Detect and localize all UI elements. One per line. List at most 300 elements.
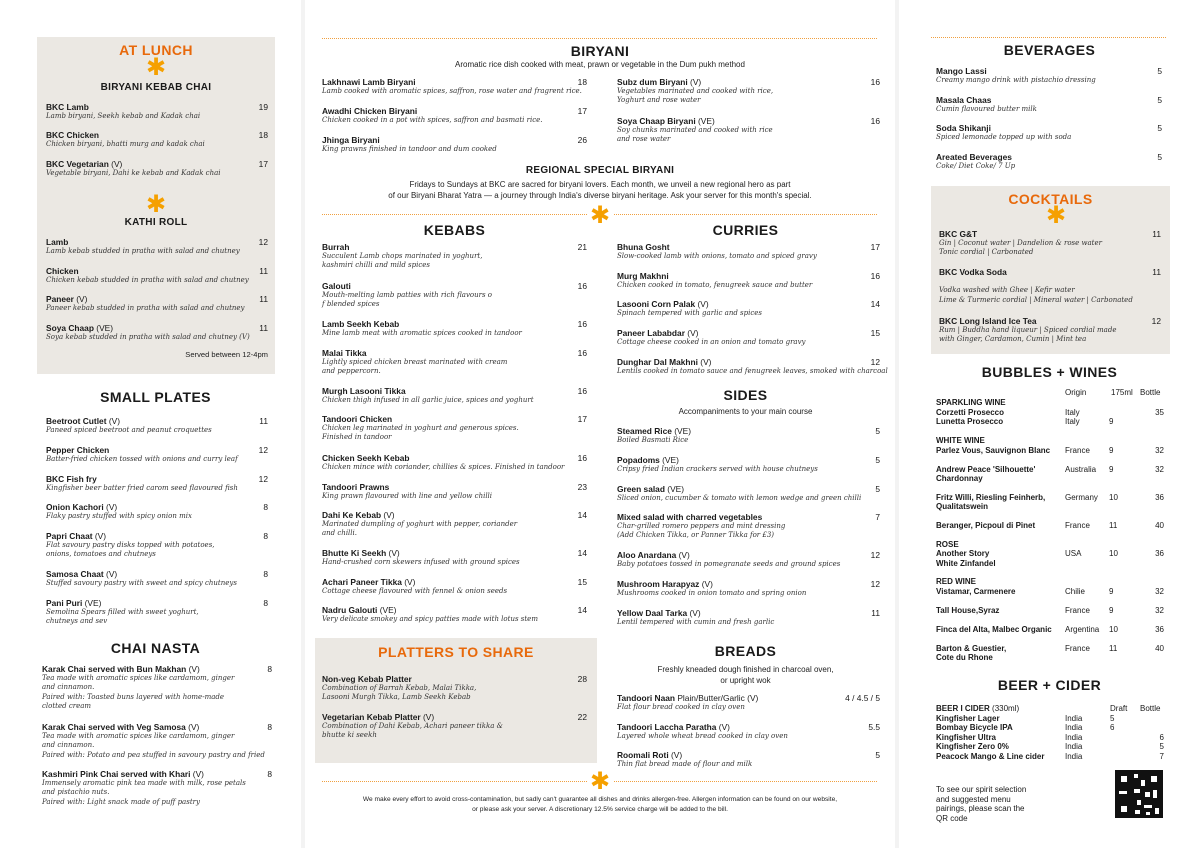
regional-text-1: Fridays to Sundays at BKC are sacred for biryani lovers. Each month, we unveil a new regional hero as part — [409, 180, 791, 189]
wine-glass-price: 9 — [1109, 417, 1114, 426]
wine-name: RED WINE — [936, 577, 976, 586]
item-price: 5 — [875, 750, 880, 760]
item-price: 4 / 4.5 / 5 — [845, 693, 880, 703]
item-diet-tag: (V) — [676, 550, 690, 560]
menu-panel-left — [0, 0, 301, 848]
item-description: Lentils cooked in tomato sauce and fenugreek leaves, smoked with charcoal — [617, 367, 888, 375]
item-name: Onion Kachori (V) — [46, 502, 118, 512]
item-description: with Ginger, Cardamon, Cumin | Mint tea — [939, 335, 1087, 344]
item-description: Soya kebab studded in pratha with salad and chutney (V) — [46, 333, 250, 341]
kathi-subtitle: KATHI ROLL — [124, 217, 188, 228]
item-description: Finished in tandoor — [322, 433, 392, 442]
item-diet-tag: (V) — [695, 299, 709, 309]
item-description: Rum | Buddha hand liqueur | Spiced cordial made — [939, 326, 1117, 334]
item-name: Non-veg Kebab Platter — [322, 674, 412, 684]
beer-name: Kingfisher Ultra — [936, 732, 997, 742]
menu-item — [617, 484, 880, 503]
item-price: 8 — [267, 769, 272, 779]
item-description: Hand-crushed corn skewers infused with ground spices — [322, 558, 520, 566]
item-name: Mango Lassi — [936, 66, 987, 76]
item-description: Gin | Coconut water | Dandelion & rose water — [939, 239, 1102, 247]
item-extra: Plain/Butter/Garlic — [675, 693, 745, 703]
beer-header-size: (330ml) — [992, 704, 1020, 713]
menu-item — [46, 159, 268, 178]
item-description: Soy chunks marinated and cooked with rice — [617, 126, 773, 134]
item-description: Batter-fried chicken tossed with onions and curry leaf — [46, 455, 238, 463]
item-diet-tag: (V) — [92, 531, 107, 541]
menu-item — [322, 674, 587, 703]
item-diet-tag: (V) — [185, 722, 200, 732]
item-price: 11 — [259, 266, 268, 276]
item-price: 17 — [577, 106, 587, 116]
item-name: Achari Paneer Tikka (V) — [322, 577, 416, 587]
wine-name: Lunetta Prosecco — [936, 417, 1004, 426]
item-description: Creamy mango drink with pistachio dressing — [936, 76, 1096, 84]
item-price: 16 — [577, 386, 587, 396]
menu-item — [46, 445, 268, 464]
wine-origin: France — [1065, 445, 1090, 455]
menu-item — [617, 299, 880, 318]
menu-item — [322, 386, 587, 405]
divider — [322, 38, 877, 39]
item-name: Chicken — [46, 266, 79, 276]
item-name: Galouti — [322, 281, 351, 291]
item-description: Chicken cooked in a pot with spices, saffron and basmati rice. — [322, 116, 543, 124]
item-diet-tag: (V) — [103, 569, 118, 579]
item-description: Lamb cooked with aromatic spices, saffron, rose water and fragrent rice. — [322, 87, 582, 95]
item-price: 5 — [875, 426, 880, 436]
wines-col-175: 175ml — [1111, 388, 1133, 397]
item-name: BKC Vodka Soda — [939, 267, 1007, 277]
wine-name: Finca del Alta, Malbec Organic — [936, 624, 1052, 634]
beer-draft-price: 6 — [1110, 723, 1115, 733]
item-description: Paired with: Potato and pea stuffed in savoury pastry and fried — [42, 750, 265, 759]
wine-name: Andrew Peace 'Silhouette' — [936, 464, 1036, 474]
item-description: and pistachio nuts. — [42, 788, 110, 797]
divider — [931, 37, 1166, 38]
menu-item — [322, 348, 587, 377]
wine-name: ROSE — [936, 539, 959, 549]
item-diet-tag: (V) — [697, 357, 712, 367]
wines-col-bottle: Bottle — [1140, 388, 1161, 397]
item-name: Pepper Chicken — [46, 445, 110, 455]
menu-item — [617, 608, 880, 627]
item-price: 8 — [263, 531, 268, 541]
menu-item — [322, 548, 587, 567]
wine-origin: Germany — [1065, 492, 1098, 502]
item-description: Spiced lemonade topped up with soda — [936, 133, 1072, 141]
beer-origin: India — [1065, 742, 1083, 752]
wine-glass-price: 9 — [1109, 464, 1114, 474]
item-price: 15 — [577, 577, 587, 587]
beer-name: Peacock Mango & Line cider — [936, 751, 1045, 761]
item-description: Paneed spiced beetroot and peanut croquettes — [46, 426, 212, 434]
item-price: 16 — [870, 116, 880, 126]
item-diet-tag: (V) — [687, 608, 701, 618]
item-description: Chicken mince with coriander, chillies & spices. Finished in tandoor — [322, 463, 565, 471]
item-diet-tag: (V) — [716, 722, 730, 732]
item-name: Areated Beverages — [936, 152, 1012, 162]
item-description: Flat flour bread cooked in clay oven — [617, 703, 745, 711]
wine-bottle-price: 40 — [1155, 520, 1164, 530]
item-description: Vegetables marinated and cooked with rice, — [617, 87, 774, 95]
item-description: Tea made with aromatic spices like cardamom, ginger — [42, 674, 235, 682]
regional-text-2: of our Biryani Bharat Yatra — a journey through India's diverse biryani heritage. Ask your server for this month's special. — [388, 191, 812, 200]
item-name: Dahi Ke Kebab (V) — [322, 510, 395, 520]
item-name: Masala Chaas — [936, 95, 992, 105]
menu-item — [322, 510, 587, 539]
wine-name: Barton & Guestier, — [936, 643, 1007, 653]
item-description: Paneer kebab studded in pratha with salad and chutney — [46, 304, 245, 312]
beer-draft-price: 5 — [1110, 714, 1115, 723]
menu-item — [617, 750, 880, 769]
item-price: 14 — [577, 510, 587, 520]
item-diet-tag: (V) — [103, 502, 118, 512]
qr-code-icon[interactable] — [1115, 770, 1163, 818]
item-name: Soda Shikanji — [936, 123, 991, 133]
item-description: Tea made with aromatic spices like cardamom, ginger — [42, 732, 235, 740]
item-price: 8 — [263, 569, 268, 579]
item-price: 16 — [870, 77, 880, 87]
menu-panel-middle — [305, 0, 895, 848]
wine-glass-price: 9 — [1109, 605, 1114, 615]
item-name: Lasooni Corn Palak (V) — [617, 299, 709, 309]
item-name: Tandoori Laccha Paratha (V) — [617, 722, 730, 732]
wine-bottle-price: 35 — [1155, 407, 1164, 417]
item-description: and cinnamon. — [42, 683, 95, 692]
item-description: Chicken thigh infused in all garlic juice, spices and yoghurt — [322, 396, 534, 404]
menu-item — [46, 130, 268, 149]
curries-title: CURRIES — [712, 222, 779, 238]
wine-glass-price: 10 — [1109, 624, 1118, 634]
wine-bottle-price: 36 — [1155, 624, 1164, 634]
menu-item — [322, 106, 587, 125]
item-description: Combination of Dahi Kebab, Achari paneer tikka & — [322, 722, 503, 730]
menu-item — [936, 152, 1162, 171]
divider — [614, 214, 877, 215]
menu-item — [322, 319, 587, 338]
wine-bottle-price: 32 — [1155, 445, 1164, 455]
wine-glass-price: 11 — [1109, 520, 1118, 530]
beer-origin: India — [1065, 723, 1083, 733]
item-price: 12 — [870, 357, 880, 367]
wine-name: Fritz Willi, Riesling Feinherb, — [936, 492, 1046, 502]
wine-name-line2: Chardonnay — [936, 474, 983, 483]
menu-item — [322, 605, 587, 624]
menu-item — [617, 426, 880, 445]
item-price: 12 — [258, 237, 268, 247]
item-description: Vegetable biryani, Dahi ke kebab and Kadak chai — [46, 169, 221, 177]
item-name: Murgh Lasooni Tikka — [322, 386, 406, 396]
item-description: Chicken biryani, bhatti murg and kadak chai — [46, 140, 205, 148]
item-price: 14 — [870, 299, 880, 309]
item-description: Layered whole wheat bread cooked in clay oven — [617, 732, 788, 740]
item-description: and chilli. — [322, 529, 357, 538]
item-description: Mushrooms cooked in onion tomato and spring onion — [617, 589, 807, 597]
item-description: Boiled Basmati Rice — [617, 436, 689, 444]
item-price: 5 — [1157, 95, 1162, 105]
item-diet-tag: (VE) — [695, 116, 715, 126]
wine-name: Another Story — [936, 549, 990, 558]
wine-name: Tall House,Syraz — [936, 605, 1000, 615]
wine-name: WHITE WINE — [936, 436, 985, 445]
beer-name: Kingfisher Lager — [936, 714, 1000, 723]
item-diet-tag: (V) — [381, 510, 395, 520]
item-description: Mine lamb meat with aromatic spices cooked in tandoor — [322, 329, 522, 337]
star-icon: ✱ — [1045, 202, 1067, 229]
item-price: 19 — [258, 102, 268, 112]
item-price: 5 — [1157, 66, 1162, 76]
item-price: 11 — [1152, 229, 1161, 239]
item-price: 22 — [577, 712, 587, 722]
menu-item — [322, 242, 587, 271]
wine-origin: Australia — [1065, 464, 1097, 474]
item-name: Bhuna Gosht — [617, 242, 670, 252]
platters-title: PLATTERS TO SHARE — [378, 644, 534, 660]
item-description: Paired with: Light snack made of puff pastry — [42, 797, 200, 806]
item-name: Murg Makhni — [617, 271, 669, 281]
wine-glass-price: 10 — [1109, 549, 1118, 558]
item-price: 5 — [875, 455, 880, 465]
item-description: and cinnamon. — [42, 741, 95, 750]
item-name: Lakhnawi Lamb Biryani — [322, 77, 416, 87]
item-description: Very delicate smokey and spicy patties made with lotus stem — [322, 615, 538, 623]
item-description: Flat savoury pastry disks topped with potatoes, — [46, 541, 215, 549]
item-diet-tag: (V) — [73, 294, 88, 304]
beer-col-draft: Draft — [1110, 704, 1128, 713]
item-description: Semolina Spears filled with sweet yoghurt, — [46, 608, 199, 616]
item-diet-tag: (V) — [186, 664, 200, 674]
item-description: Stuffed savoury pastry with sweet and spicy chutneys — [46, 579, 237, 587]
item-diet-tag: (V) — [744, 693, 759, 703]
item-diet-tag: (VE) — [664, 484, 685, 494]
item-description: and rose water — [617, 135, 671, 144]
item-price: 14 — [577, 548, 587, 558]
menu-item — [322, 77, 587, 96]
menu-item — [46, 102, 268, 121]
item-description: Char-grilled romero peppers and mint dressing — [617, 522, 786, 530]
beer-title: BEER + CIDER — [997, 677, 1102, 693]
allergen-note-1: We make every effort to avoid cross-contamination, but sadly can't guarantee all dishes and drinks allergen-free. Allergen information can be found on our website, — [362, 796, 838, 803]
item-description: Lamb kebab studded in pratha with salad and chutney — [46, 247, 240, 255]
qr-note-line: To see our spirit selection — [936, 785, 1027, 794]
item-name: Aloo Anardana (V) — [617, 550, 690, 560]
item-name: Vegetarian Kebab Platter (V) — [322, 712, 435, 722]
item-name: BKC Fish fry — [46, 474, 97, 484]
menu-item — [617, 328, 880, 347]
item-description: Lasooni Murgh Tikka, Lamb Seekh Kebab — [322, 693, 471, 702]
item-description: clotted cream — [42, 702, 92, 711]
menu-item — [617, 722, 880, 741]
item-name: Soya Chaap (VE) — [46, 323, 114, 333]
item-price: 5 — [875, 484, 880, 494]
item-price: 21 — [577, 242, 587, 252]
menu-item — [322, 577, 587, 596]
item-price: 28 — [577, 674, 587, 684]
breads-title: BREADS — [714, 643, 777, 659]
item-diet-tag: (V) — [190, 769, 204, 779]
served-note: Served between 12-4pm — [185, 350, 268, 359]
item-price: 14 — [577, 605, 587, 615]
item-price: 11 — [259, 323, 268, 333]
item-name: Karak Chai served with Bun Makhan (V) — [42, 664, 200, 674]
wine-origin: France — [1065, 643, 1090, 653]
menu-item — [617, 512, 880, 541]
item-description: Cottage cheese flavoured with fennel & onion seeds — [322, 587, 508, 595]
menu-item — [936, 123, 1162, 142]
menu-item — [617, 550, 880, 569]
item-diet-tag: (VE) — [671, 426, 692, 436]
item-price: 11 — [259, 416, 268, 426]
beer-col-bottle: Bottle — [1140, 704, 1161, 713]
item-description: Marinated dumpling of yoghurt with pepper, coriander — [322, 520, 518, 528]
item-name: Steamed Rice (VE) — [617, 426, 692, 436]
item-diet-tag: (V) — [699, 579, 713, 589]
menu-item — [617, 271, 880, 290]
biryani-intro: Aromatic rice dish cooked with meat, prawn or vegetable in the Dum pukh method — [455, 60, 745, 69]
menu-item — [617, 357, 888, 376]
wine-name-line2: Qualitatswein — [936, 502, 989, 511]
beverages-title: BEVERAGES — [1003, 42, 1096, 58]
lunch-title: AT LUNCH — [119, 42, 193, 58]
item-description: Baby potatoes tossed in pomegranate seeds and ground spices — [617, 560, 841, 568]
item-description: Paired with: Toasted buns layered with home-made — [42, 692, 225, 701]
item-name: Malai Tikka — [322, 348, 367, 358]
menu-item — [322, 135, 587, 154]
menu-panel-right — [899, 0, 1200, 848]
wine-glass-price: 9 — [1109, 445, 1114, 455]
item-price: 16 — [870, 271, 880, 281]
item-price: 8 — [267, 664, 272, 674]
wine-name: Parlez Vous, Sauvignon Blanc — [936, 445, 1051, 455]
menu-item — [46, 474, 268, 493]
item-description: and peppercorn. — [322, 367, 381, 376]
item-price: 11 — [871, 608, 880, 618]
wine-name-line2: Cote du Rhone — [936, 653, 993, 662]
menu-item — [617, 77, 880, 106]
item-price: 17 — [577, 414, 587, 424]
biryani-title: BIRYANI — [570, 43, 630, 59]
item-price: 16 — [577, 348, 587, 358]
menu-item — [46, 598, 268, 627]
wine-name: SPARKLING WINE — [936, 398, 1006, 407]
wine-bottle-price: 36 — [1155, 492, 1164, 502]
menu-item — [936, 66, 1162, 85]
item-description: Chicken kebab studded in pratha with salad and chutney — [46, 276, 249, 284]
item-name: Tandoori Chicken — [322, 414, 393, 424]
item-description: Cumin flavoured butter milk — [936, 105, 1037, 113]
menu-item — [42, 769, 272, 807]
wine-glass-price: 11 — [1109, 643, 1118, 653]
wine-name: Vistamar, Carmenere — [936, 586, 1016, 596]
item-diet-tag: (V) — [106, 416, 120, 426]
beer-header-label: BEER I CIDER — [936, 704, 990, 713]
wine-origin: Italy — [1065, 407, 1080, 417]
item-price: 11 — [1152, 267, 1161, 277]
item-description: Thin flat bread made of flour and milk — [617, 760, 753, 768]
beer-origin: India — [1065, 714, 1083, 723]
wine-origin: USA — [1065, 549, 1082, 558]
wine-name: Corzetti Prosecco — [936, 407, 1005, 417]
wines-col-origin: Origin — [1065, 388, 1087, 397]
item-price: 5.5 — [868, 722, 880, 732]
item-description: Kingfisher beer batter fried carom seed flavoured fish — [46, 484, 238, 492]
item-diet-tag: (V) — [401, 577, 416, 587]
item-name: BKC Chicken — [46, 130, 100, 140]
item-description: Vodka washed with Ghee | Kefir water — [939, 286, 1075, 295]
beer-name: Bombay Bicycle IPA — [936, 723, 1013, 733]
item-description: Lime & Turmeric cordial | Mineral water | Carbonated — [939, 295, 1133, 304]
beer-name: Kingfisher Zero 0% — [936, 742, 1009, 752]
small-plates-title: SMALL PLATES — [100, 389, 211, 405]
qr-note-line: and suggested menu — [936, 794, 1011, 804]
menu-item — [46, 416, 268, 435]
item-name: Yellow Daal Tarka (V) — [617, 608, 701, 618]
item-name: Tandoori Naan Plain/Butter/Garlic (V) — [617, 693, 759, 703]
item-name: BKC Lamb — [46, 102, 89, 112]
menu-item — [46, 294, 268, 313]
star-icon: ✱ — [589, 768, 611, 795]
item-name: Papri Chaat (V) — [46, 531, 107, 541]
item-name: Burrah — [322, 242, 350, 252]
wine-bottle-price: 32 — [1155, 464, 1164, 474]
wine-name: Beranger, Picpoul di Pinet — [936, 520, 1036, 530]
qr-note-line: pairings, please scan the — [936, 804, 1025, 813]
item-name: Green salad (VE) — [617, 484, 685, 494]
menu-item — [322, 712, 587, 741]
item-name: Pani Puri (VE) — [46, 598, 102, 608]
item-name: Paneer Lababdar (V) — [617, 328, 699, 338]
item-name: Tandoori Prawns — [322, 482, 390, 492]
item-diet-tag: (VE) — [377, 605, 397, 615]
item-description: Lentil tempered with cumin and fresh garlic — [617, 618, 775, 626]
menu-item — [46, 502, 268, 521]
item-description: Chicken leg marinated in yoghurt and generous spices. — [322, 424, 519, 432]
item-name: Roomali Roti (V) — [617, 750, 683, 760]
item-price: 26 — [577, 135, 587, 145]
item-description: Cripsy fried Indian crackers served with house chutneys — [617, 465, 818, 473]
item-price: 16 — [577, 453, 587, 463]
item-name: Karak Chai served with Veg Samosa (V) — [42, 722, 200, 732]
item-name: Mushroom Harapyaz (V) — [617, 579, 713, 589]
item-name: Paneer (V) — [46, 294, 88, 304]
item-description: King prawn flavoured with line and yellow chilli — [322, 492, 493, 500]
beer-bottle-price: 6 — [1159, 732, 1164, 742]
wine-glass-price: 10 — [1109, 492, 1118, 502]
item-price: 18 — [577, 77, 587, 87]
item-price: 5 — [1157, 152, 1162, 162]
item-description: (Add Chicken Tikka, or Panner Tikka for £3) — [617, 531, 775, 540]
item-price: 12 — [1151, 316, 1161, 326]
item-diet-tag: (V) — [687, 77, 702, 87]
menu-item — [617, 579, 880, 598]
menu-item — [322, 281, 587, 310]
menu-item — [939, 267, 1161, 305]
menu-item — [617, 116, 880, 145]
wine-origin: Argentina — [1065, 624, 1100, 634]
menu-item — [322, 414, 587, 443]
item-description: Combination of Barrah Kebab, Malai Tikka, — [322, 684, 477, 692]
item-name: BKC Vegetarian (V) — [46, 159, 123, 169]
item-description: chutneys and sev — [46, 617, 108, 626]
item-diet-tag: (V) — [668, 750, 683, 760]
menu-item — [46, 569, 268, 588]
item-name: BKC G&T — [939, 229, 978, 239]
item-price: 17 — [870, 242, 880, 252]
sides-intro: Accompaniments to your main course — [678, 407, 813, 416]
wine-bottle-price: 40 — [1155, 643, 1164, 653]
item-description: Sliced onion, cucumber & tomato with lemon wedge and green chilli — [617, 494, 862, 502]
